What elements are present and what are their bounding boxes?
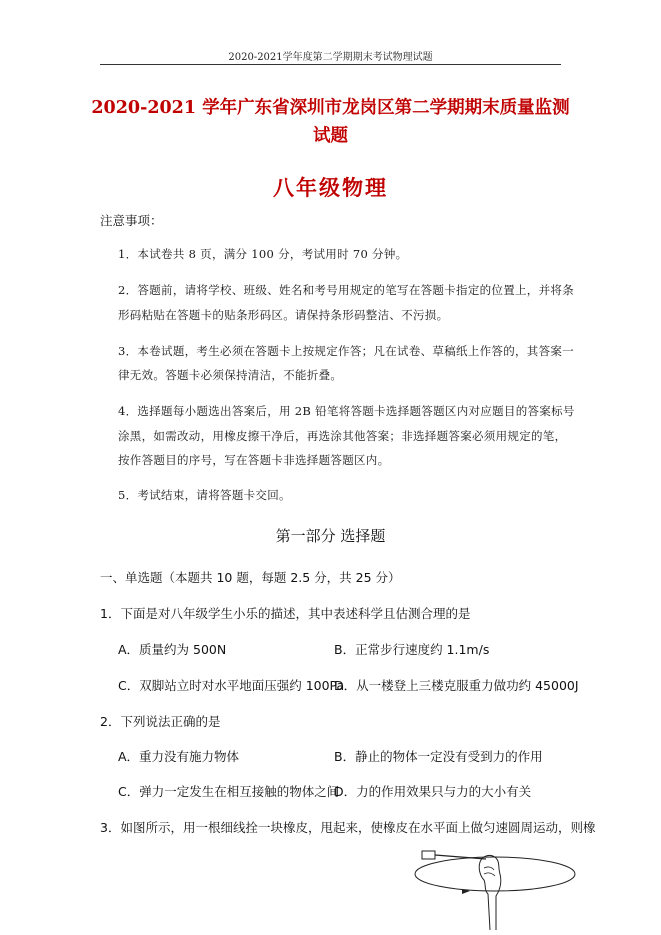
notice-item-2: 2．答题前，请将学校、班级、姓名和考号用规定的笔写在答题卡指定的位置上，并将条 <box>118 283 575 297</box>
notice-item-3-cont: 律无效。答题卡必须保持清洁，不能折叠。 <box>118 368 343 382</box>
notice-item-4-cont2: 按作答题目的序号，写在答题卡非选择题答题区内。 <box>118 453 390 467</box>
notice-item-5: 5．考试结束，请将答题卡交回。 <box>118 488 291 502</box>
hand-drawing <box>479 855 501 930</box>
notice-item-3: 3．本卷试题，考生必须在答题卡上按规定作答；凡在试卷、草稿纸上作答的，其答案一 <box>118 344 575 358</box>
finger-lines <box>484 867 495 876</box>
question-1-option-a: A．质量约为 500N <box>118 642 227 657</box>
question-1-option-b: B．正常步行速度约 1.1m/s <box>334 642 490 657</box>
eraser <box>422 851 435 859</box>
question-1-stem: 1．下面是对八年级学生小乐的描述，其中表述科学且估测合理的是 <box>100 606 471 621</box>
page-title: 2020-2021 学年广东省深圳市龙岗区第二学期期末质量监测 <box>91 98 570 118</box>
notice-item-4: 4．选择题每小题选出答案后，用 2B 铅笔将答题卡选择题答题区内对应题目的答案标号 <box>118 404 575 418</box>
section-title: 第一部分 选择题 <box>275 527 386 545</box>
question-2-option-a: A．重力没有施力物体 <box>118 749 240 764</box>
notice-item-4-cont: 涂黑，如需改动，用橡皮擦干净后，再选涂其他答案；非选择题答案必须用规定的笔， <box>118 429 567 443</box>
notice-heading: 注意事项： <box>100 213 163 228</box>
subject-title: 八年级物理 <box>273 175 388 200</box>
header-divider <box>100 64 561 65</box>
page-title-continued: 试题 <box>313 126 348 146</box>
question-2-option-b: B．静止的物体一定没有受到力的作用 <box>334 749 543 764</box>
question-1-option-d: D．从一楼登上三楼克服重力做功约 45000J <box>334 678 579 693</box>
running-header: 2020-2021学年度第二学期期末考试物理试题 <box>228 52 433 63</box>
question-1-option-c: C．双脚站立时对水平地面压强约 100Pa <box>118 678 345 693</box>
rotating-eraser-figure <box>410 838 580 933</box>
notice-item-1: 1．本试卷共 8 页，满分 100 分，考试用时 70 分钟。 <box>118 247 408 261</box>
question-3-stem: 3．如图所示，用一根细线拴一块橡皮，甩起来，使橡皮在水平面上做匀速圆周运动，则橡 <box>100 820 596 835</box>
circular-path <box>415 857 575 891</box>
section-intro: 一、单选题（本题共 10 题，每题 2.5 分，共 25 分） <box>100 570 401 585</box>
question-2-option-d: D．力的作用效果只与力的大小有关 <box>334 784 532 799</box>
question-2-option-c: C．弹力一定发生在相互接触的物体之间 <box>118 784 340 799</box>
question-2-stem: 2．下列说法正确的是 <box>100 714 221 729</box>
notice-item-2-cont: 形码粘贴在答题卡的贴条形码区。请保持条形码整洁、不污损。 <box>118 308 449 322</box>
